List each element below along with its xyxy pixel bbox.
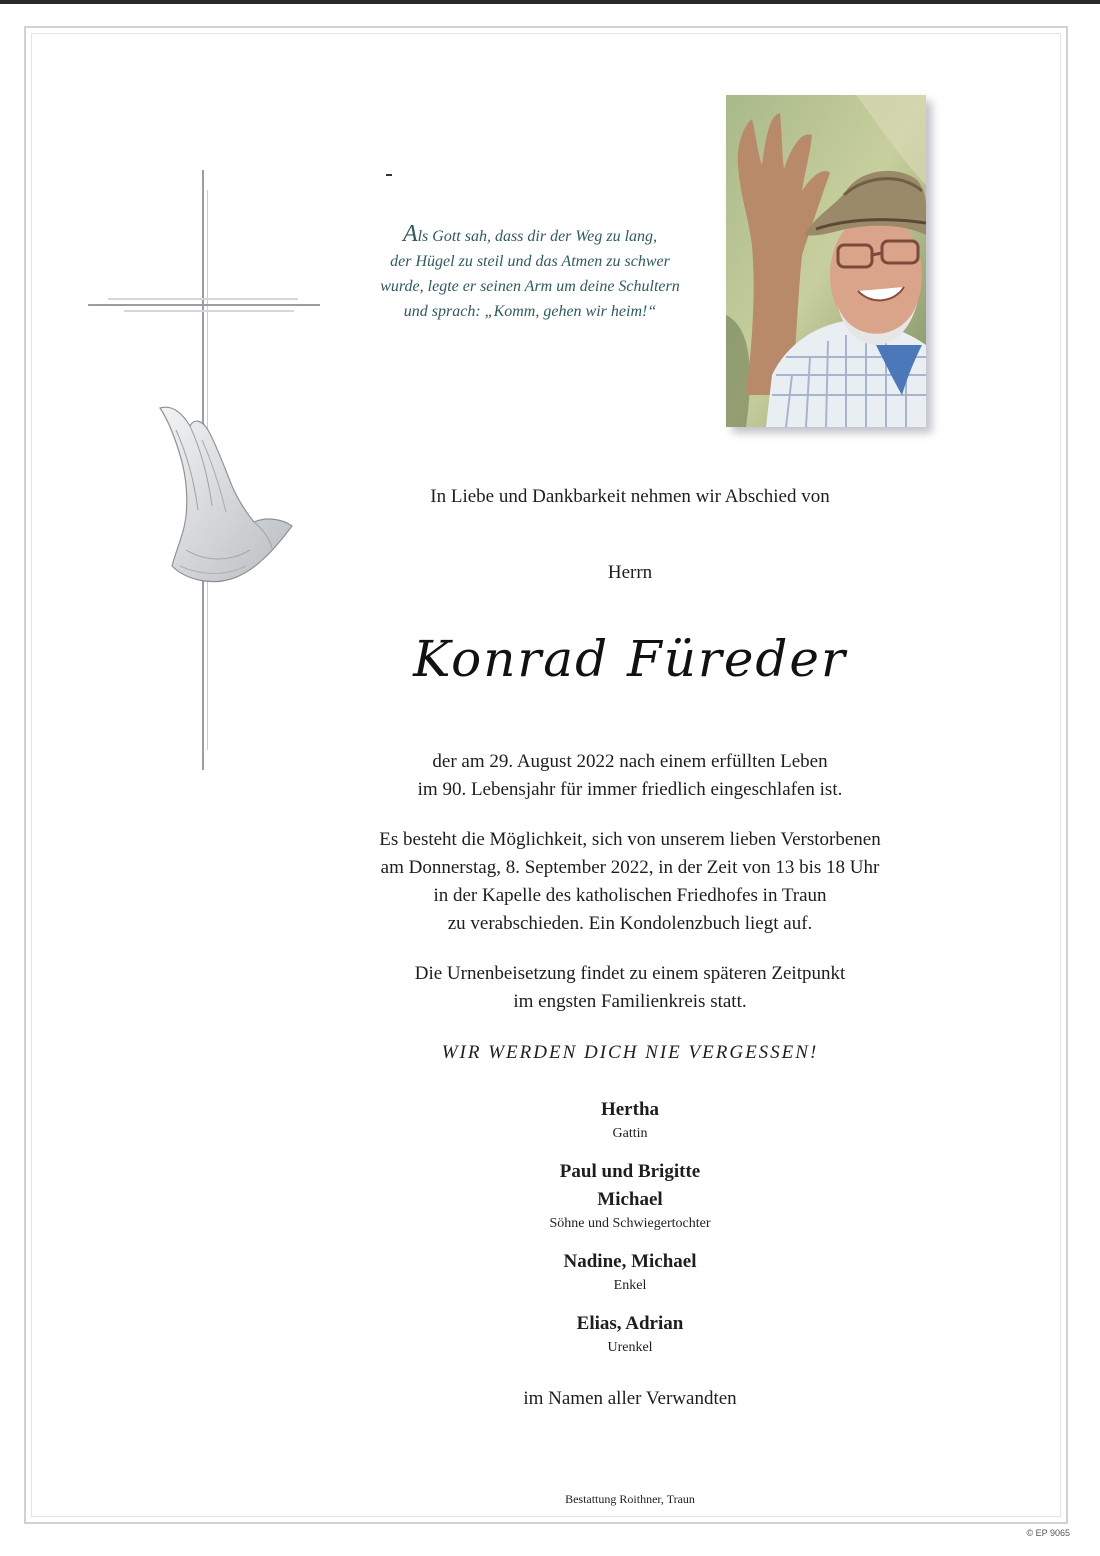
mourner-relation: Söhne und Schwiegertochter: [549, 1216, 711, 1231]
viewing-line: zu verabschieden. Ein Kondolenzbuch liegt auf.: [447, 913, 813, 934]
burial-line: im engsten Familienkreis statt.: [513, 991, 747, 1012]
viewing-line: Es besteht die Möglichkeit, sich von unserem lieben Verstorbenen: [379, 829, 881, 850]
mourner-name: Michael: [597, 1189, 663, 1210]
verse-line-4: und sprach: „Komm, gehen wir heim!“: [403, 303, 657, 320]
mourner-name: Elias, Adrian: [576, 1313, 684, 1334]
burial-line: Die Urnenbeisetzung findet zu einem späteren Zeitpunkt: [414, 963, 846, 984]
portrait-photo: [726, 95, 926, 427]
verse-line-1: Als Gott sah, dass dir der Weg zu lang,: [402, 221, 658, 247]
memorial-motto: WIR WERDEN DICH NIE VERGESSEN!: [441, 1042, 819, 1063]
mourner-name: Nadine, Michael: [563, 1251, 697, 1272]
viewing-line: in der Kapelle des katholischen Friedhofes in Traun: [433, 885, 827, 906]
viewing-line: am Donnerstag, 8. September 2022, in der Zeit von 13 bis 18 Uhr: [380, 857, 880, 878]
burial-info: [260, 960, 1000, 1016]
top-edge-line: [0, 0, 1100, 4]
copyright-mark: © EP 9065: [1026, 1528, 1070, 1538]
memorial-verse: [340, 222, 720, 324]
death-notice-line: der am 29. August 2022 nach einem erfüllten Leben: [432, 751, 828, 772]
mourners-list: [260, 1096, 1000, 1372]
death-notice: [260, 748, 1000, 804]
death-notice-line: im 90. Lebensjahr für immer friedlich eingeschlafen ist.: [417, 779, 843, 800]
deceased-name: Konrad Füreder: [413, 630, 847, 688]
cross-horizontal-beam: [88, 304, 320, 306]
mourner-relation: Urenkel: [607, 1340, 653, 1355]
mourner-name: Paul und Brigitte: [559, 1161, 701, 1182]
cross-horizontal-shadow-bottom: [124, 310, 294, 312]
closing-line: im Namen aller Verwandten: [523, 1388, 737, 1409]
verse-line-3: wurde, legte er seinen Arm um deine Schultern: [380, 278, 680, 295]
mourner-relation: Enkel: [613, 1278, 647, 1293]
undertaker-credit: Bestattung Roithner, Traun: [565, 1492, 695, 1506]
stray-mark: [386, 174, 392, 176]
farewell-intro: In Liebe und Dankbarkeit nehmen wir Abschied von: [430, 486, 830, 507]
mourner-relation: Gattin: [612, 1126, 648, 1141]
verse-dropcap: A: [402, 221, 418, 247]
verse-line-2: der Hügel zu steil und das Atmen zu schwer: [390, 253, 670, 270]
viewing-info: [260, 826, 1000, 938]
cross-horizontal-shadow-top: [108, 298, 298, 300]
salutation: Herrn: [607, 562, 653, 583]
mourner-name: Hertha: [600, 1099, 660, 1120]
